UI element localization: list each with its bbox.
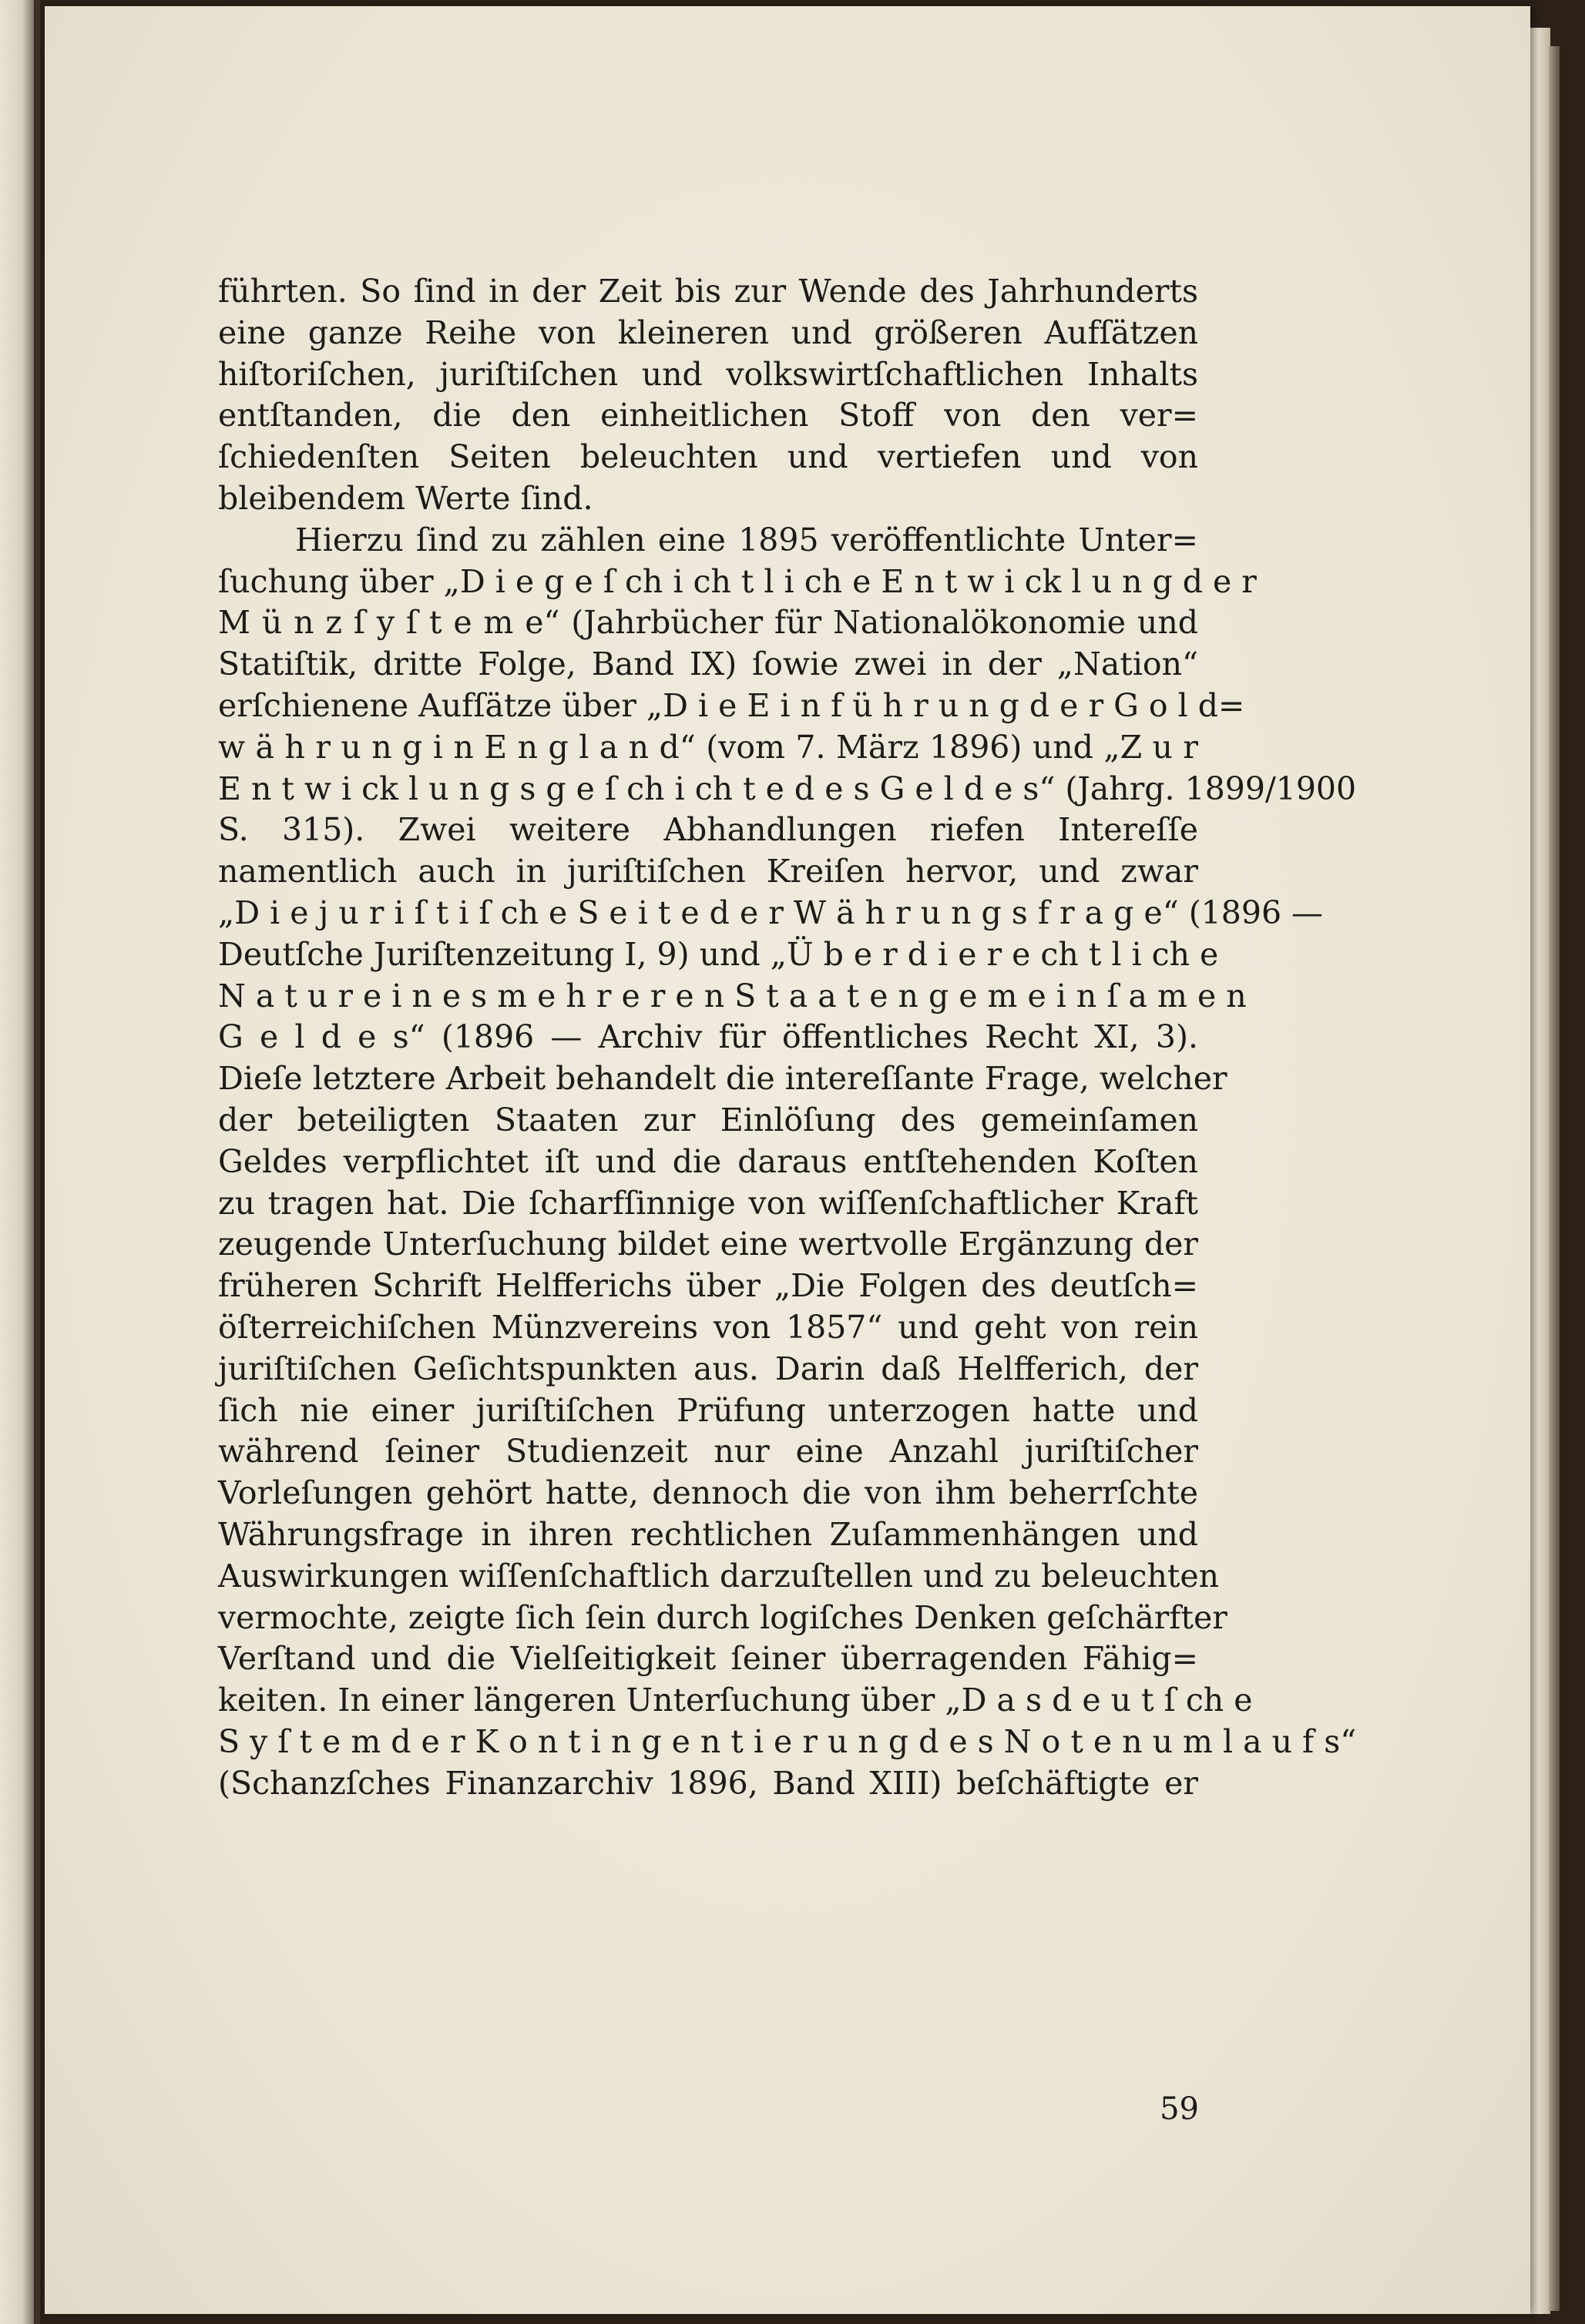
text-line: bleibendem Werte ſind.	[218, 479, 593, 517]
text-line: hiſtoriſchen, juriſtiſchen und volkswirtſchaftlichen Inhalts	[218, 355, 1198, 393]
text-line: entſtanden, die den einheitlichen Stoff von den ver=	[218, 397, 1198, 434]
text-line: vermochte, zeigte ſich ſein durch logiſches Denken geſchärfter	[218, 1598, 1227, 1636]
text-line: w ä h r u n g i n E n g l a n d“ (vom 7. März 1896) und „Z u r	[218, 728, 1198, 766]
text-line: Hierzu ſind zu zählen eine 1895 veröffentlichte Unter=	[295, 521, 1198, 558]
text-line: (Schanzſches Finanzarchiv 1896, Band XIII) beſchäftigte er	[218, 1764, 1198, 1802]
text-line: M ü n z ſ y ſ t e m e“ (Jahrbücher für Nationalökonomie und	[218, 604, 1198, 642]
text-line: zu tragen hat. Die ſcharfſinnige von wiſſenſchaftlicher Kraft	[218, 1184, 1198, 1222]
page-stack-edge	[1530, 28, 1550, 2314]
text-line: Währungsfrage in ihren rechtlichen Zuſammenhängen und	[218, 1515, 1198, 1553]
text-line: S. 315). Zwei weitere Abhandlungen riefen Intereſſe	[218, 811, 1198, 849]
page-stack-shadow	[1549, 46, 1560, 2311]
text-line: Vorleſungen gehört hatte, dennoch die von ihm beherrſchte	[218, 1474, 1198, 1512]
text-line: Dieſe letztere Arbeit behandelt die intereſſante Frage, welcher	[218, 1060, 1227, 1098]
text-line: erſchienene Aufſätze über „D i e E i n f ü h r u n g d e r G o l d=	[218, 686, 1245, 724]
text-line: namentlich auch in juriſtiſchen Kreiſen hervor, und zwar	[218, 853, 1198, 890]
text-line: „D i e j u r i ſ t i ſ ch e S e i t e d e r W ä h r u n g s f r a g e“ (1896 —	[218, 894, 1324, 931]
text-line: juriſtiſchen Geſichtspunkten aus. Darin daß Helfferich, der	[218, 1350, 1198, 1387]
text-line: S y ſ t e m d e r K o n t i n g e n t i e r u n g d e s N o t e n u m l a u f s“	[218, 1722, 1357, 1760]
text-line: ſuchung über „D i e g e ſ ch i ch t l i ch e E n t w i ck l u n g d e r	[218, 562, 1257, 600]
text-line: Deutſche Juriſtenzeitung I, 9) und „Ü b e r d i e r e ch t l i ch e	[218, 935, 1219, 973]
text-line: Geldes verpflichtet iſt und die daraus entſtehenden Koſten	[218, 1142, 1198, 1180]
text-line: N a t u r e i n e s m e h r e r e n S t a a t e n g e m e i n ſ a m e n	[218, 977, 1247, 1014]
text-line: Verſtand und die Vielſeitigkeit ſeiner überragenden Fähig=	[218, 1640, 1198, 1678]
page-number: 59	[1160, 2091, 1199, 2127]
text-line: G e l d e s“ (1896 — Archiv für öffentliches Recht XI, 3).	[218, 1018, 1198, 1056]
text-line: öſterreichiſchen Münzvereins von 1857“ und geht von rein	[218, 1308, 1198, 1346]
text-line: E n t w i ck l u n g s g e ſ ch i ch t e d e s G e l d e s“ (Jahrg. 1899/1900	[218, 770, 1357, 807]
text-line: keiten. In einer längeren Unterſuchung über „D a s d e u t ſ ch e	[218, 1682, 1253, 1719]
text-line: führten. So ſind in der Zeit bis zur Wende des Jahrhunderts	[218, 273, 1198, 310]
text-line: Statiſtik, dritte Folge, Band IX) ſowie zwei in der „Nation“	[218, 646, 1198, 683]
text-line: Auswirkungen wiſſenſchaftlich darzuſtellen und zu beleuchten	[218, 1557, 1220, 1595]
text-line: früheren Schrift Helfferichs über „Die Folgen des deutſch=	[218, 1267, 1198, 1305]
text-line: während ſeiner Studienzeit nur eine Anzahl juriſtiſcher	[218, 1433, 1198, 1471]
text-line: ſich nie einer juriſtiſchen Prüfung unterzogen hatte und	[218, 1391, 1198, 1429]
text-line: der beteiligten Staaten zur Einlöſung des gemeinſamen	[218, 1101, 1198, 1139]
text-line: zeugende Unterſuchung bildet eine wertvolle Ergänzung der	[218, 1226, 1198, 1263]
text-line: eine ganze Reihe von kleineren und größeren Aufſätzen	[218, 314, 1198, 351]
text-line: ſchiedenſten Seiten beleuchten und vertiefen und von	[218, 438, 1198, 476]
body-text	[218, 271, 1357, 1804]
